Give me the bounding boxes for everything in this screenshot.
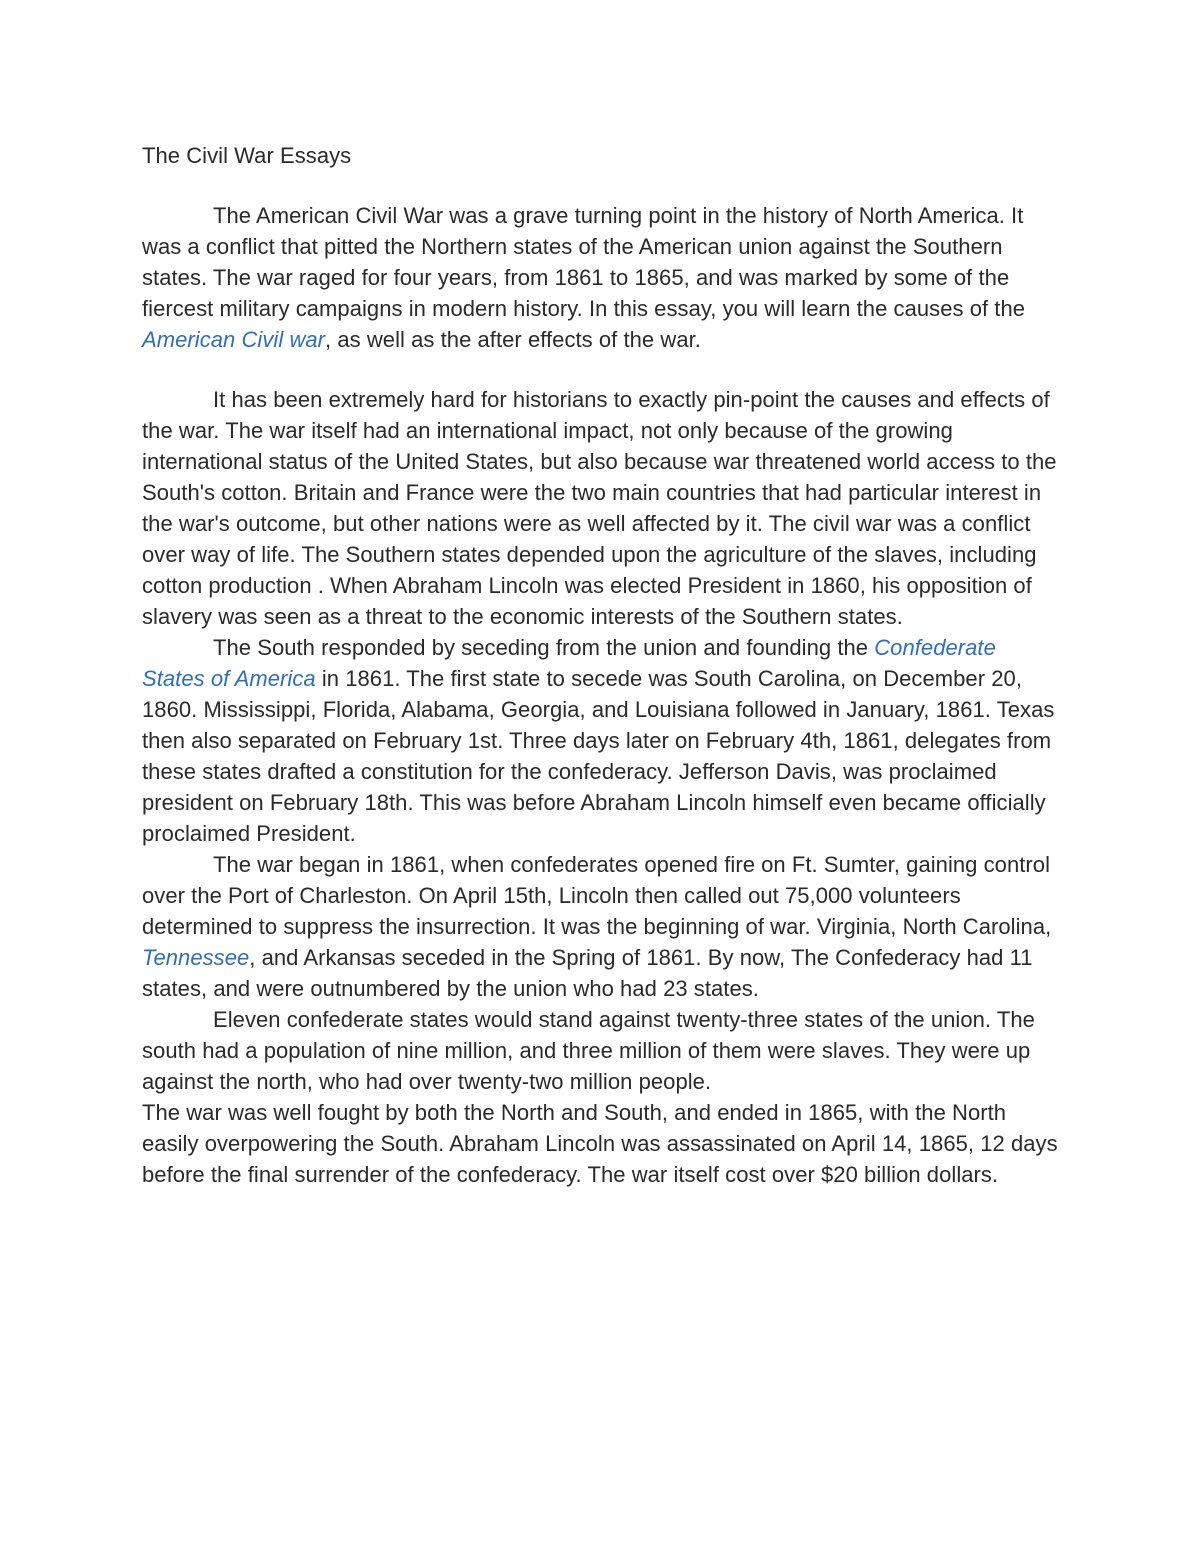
tennessee-link[interactable]: Tennessee xyxy=(142,945,250,970)
paragraph-text: , and Arkansas seceded in the Spring of 1861. By now, The Confederacy had 11 states, and were outnumbered by the union who had 23 states. xyxy=(142,945,1033,1001)
paragraph-conclusion: The war was well fought by both the North and South, and ended in 1865, with the North easily overpowering the South. Abraham Lincoln was assassinated on April 14, 1865, 12 days before the final surrender of the confederacy. The war itself cost over $20 billion dollars. xyxy=(142,1100,1058,1187)
paragraph-population: Eleven confederate states would stand against twenty-three states of the union. The south had a population of nine million, and three million of them were slaves. They were up against the north, who had over twenty-two million people. xyxy=(142,1007,1035,1094)
paragraph-war-begins xyxy=(142,849,1062,1004)
confederate-states-link[interactable]: Confederate States of America xyxy=(142,635,996,691)
paragraph-text: The American Civil War was a grave turning point in the history of North America. It was a conflict that pitted the Northern states of the American union against the Southern states. The war raged for four years, from 1861 to 1865, and was marked by some of the fiercest military campaigns in modern history. In this essay, you will learn the causes of the xyxy=(142,203,1026,321)
paragraph-causes: It has been extremely hard for historians to exactly pin-point the causes and effects of the war. The war itself had an international impact, not only because of the growing international status of the United States, but also because war threatened world access to the South's cotton. Britain and France were the two main countries that had particular interest in the war's outcome, but other nations were as well affected by it. The civil war was a conflict over way of life. The Southern states depended upon the agriculture of the slaves, including cotton production . When Abraham Lincoln was elected President in 1860, his opposition of slavery was seen as a threat to the economic interests of the Southern states. xyxy=(142,387,1057,629)
paragraph-text: The South responded by seceding from the union and founding the xyxy=(213,635,875,660)
paragraph-text: , as well as the after effects of the war. xyxy=(325,327,701,352)
document-title: The Civil War Essays xyxy=(142,143,352,168)
american-civil-war-link[interactable]: American Civil war xyxy=(142,327,326,352)
paragraph-introduction xyxy=(142,200,1062,355)
paragraph-secession xyxy=(142,632,1062,849)
essay-document xyxy=(142,140,1062,1190)
paragraph-text: The war began in 1861, when confederates opened fire on Ft. Sumter, gaining control over the Port of Charleston. On April 15th, Lincoln then called out 75,000 volunteers determined to suppress the insurrection. It was the beginning of war. Virginia, North Carolina, xyxy=(142,852,1052,939)
paragraph-text: in 1861. The first state to secede was South Carolina, on December 20, 1860. Mississippi, Florida, Alabama, Georgia, and Louisiana followed in January, 1861. Texas then also separated on February 1st. Three days later on February 4th, 1861, delegates from these states drafted a constitution for the confederacy. Jefferson Davis, was proclaimed president on February 18th. This was before Abraham Lincoln himself even became officially proclaimed President. xyxy=(142,666,1055,846)
